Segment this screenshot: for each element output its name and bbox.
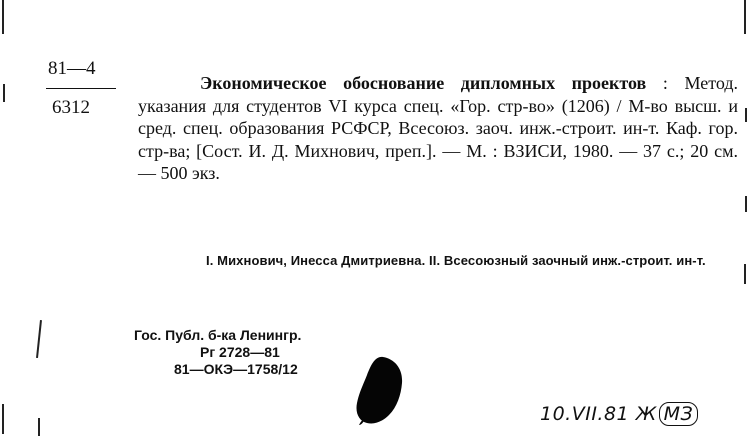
- tracing-line: I. Михнович, Инесса Дмитриевна. II. Всесоюзный заочный инж.-строит. ин-т.: [206, 253, 706, 268]
- left-edge-mark: [36, 320, 41, 358]
- entry-title: Экономическое обоснование дипломных проектов: [200, 73, 647, 93]
- left-edge-mark: [2, 404, 4, 434]
- shelf-mark: [46, 58, 126, 119]
- right-edge-mark: [744, 0, 746, 34]
- entry-description: : Метод. указания для студентов VI курса спец. «Гор. стр-во» (1206) / М-во высш. и сред. спец. образования РСФСР, Всесоюз. заоч. инж.-строит. ин-т. Каф. гор. стр-ва; [Сост. И. Д. Михнович, преп.]. — М. : ВЗИСИ, 1980. — 37 с.; 20 см. — 500 экз.: [138, 73, 739, 183]
- handwritten-boxed-mark: МЗ: [659, 402, 699, 426]
- left-edge-mark: [2, 0, 4, 34]
- right-edge-mark: [745, 196, 747, 212]
- right-edge-mark: [745, 108, 747, 122]
- handwritten-date: 10.VII.81: [540, 403, 630, 425]
- card-number: 81—ОКЭ—1758/12: [174, 361, 298, 377]
- library-imprint: [134, 327, 301, 378]
- registration-number: Рг 2728—81: [200, 344, 280, 360]
- handwritten-initials: Ж: [635, 403, 657, 425]
- shelf-number: 6312: [52, 97, 90, 118]
- shelf-mark-divider: [46, 88, 116, 89]
- right-edge-mark: [744, 264, 746, 284]
- handwritten-note: [540, 403, 698, 425]
- bibliographic-entry: [138, 72, 738, 185]
- left-edge-mark: [3, 84, 5, 102]
- left-edge-mark: [38, 418, 40, 436]
- classification-code: 81—4: [48, 58, 96, 79]
- library-name: Гос. Публ. б-ка Ленингр.: [134, 327, 302, 343]
- ink-blot: [353, 355, 405, 427]
